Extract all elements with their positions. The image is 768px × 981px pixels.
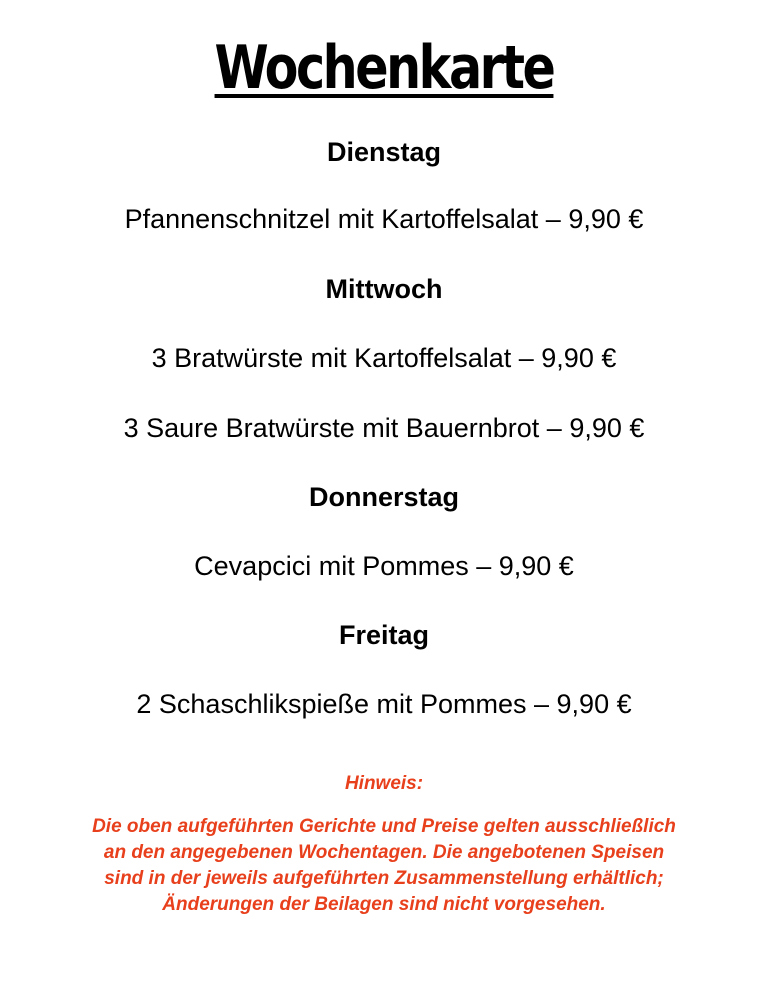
- day-heading-wednesday: Mittwoch: [325, 274, 443, 304]
- dish-item: Cevapcici mit Pommes – 9,90 €: [194, 551, 574, 581]
- note-heading: Hinweis:: [344, 773, 424, 794]
- dish-item: 3 Saure Bratwürste mit Bauernbrot – 9,90 €: [123, 413, 645, 443]
- dish-item: 2 Schaschlikspieße mit Pommes – 9,90 €: [136, 689, 632, 719]
- page-title-text: Wochenkarte: [214, 33, 554, 103]
- day-heading-thursday: Donnerstag: [308, 482, 460, 512]
- dish-item: Pfannenschnitzel mit Kartoffelsalat – 9,90 €: [124, 204, 644, 234]
- day-heading-tuesday: Dienstag: [326, 137, 442, 167]
- note-text: Die oben aufgeführten Gerichte und Preise gelten ausschließlich an den angegebenen Wochentagen. Die angebotenen Speisen sind in der jeweils aufgeführten Zusammenstellung erhältlich; Änderungen der Beilagen sind nicht vorgesehen.: [92, 816, 676, 915]
- day-heading-friday: Freitag: [338, 620, 430, 650]
- dish-item: 3 Bratwürste mit Kartoffelsalat – 9,90 €: [151, 343, 617, 373]
- page-title: [69, 30, 699, 106]
